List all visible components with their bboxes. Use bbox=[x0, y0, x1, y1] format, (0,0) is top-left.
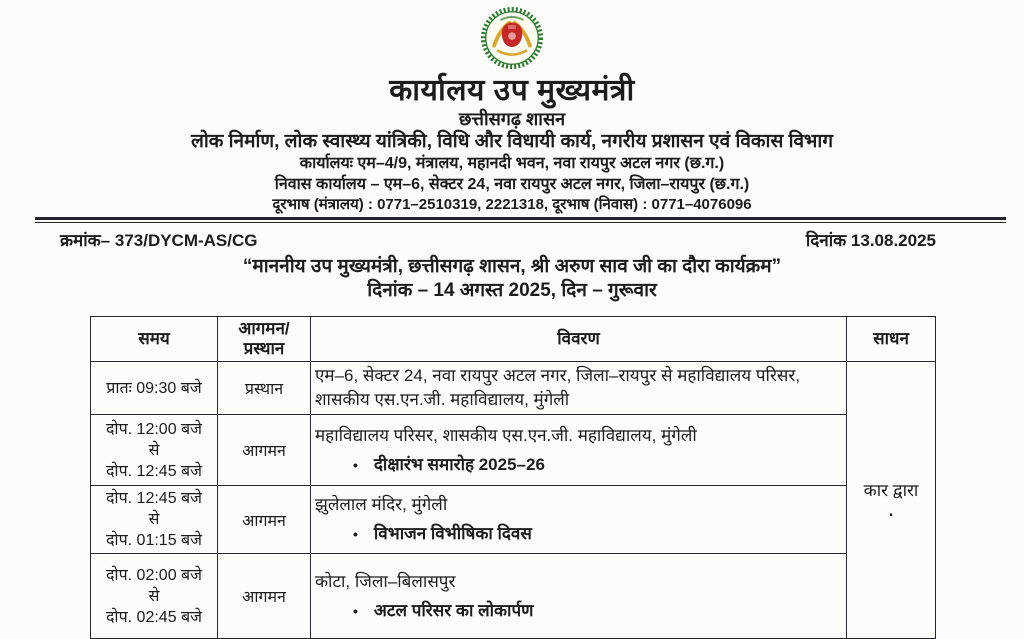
mode-text: कार द्वारा bbox=[863, 481, 919, 500]
table-row bbox=[91, 554, 936, 639]
header-movement-line1: आगमन/ bbox=[238, 319, 290, 338]
time-line: दोप. 12:45 बजे bbox=[105, 462, 203, 480]
details-cell bbox=[311, 362, 847, 415]
details-text: झुलेलाल मंदिर, मुंगेली bbox=[315, 495, 448, 514]
tour-date-line: दिनांक – 14 अगस्त 2025, दिन – गुरूवार bbox=[367, 280, 657, 301]
time-line: से bbox=[148, 441, 160, 459]
time-cell bbox=[91, 362, 218, 415]
time-line: दोप. 02:00 बजे bbox=[105, 566, 203, 584]
event-name: अटल परिसर का लोकार्पण bbox=[373, 600, 534, 620]
bullet-icon: • bbox=[353, 456, 358, 473]
details-cell bbox=[311, 486, 847, 554]
header-details: विवरण bbox=[311, 317, 847, 362]
residence-address: निवास कार्यालय – एम–6, सेक्टर 24, नवा रायपुर अटल नगर, जिला–रायपुर (छ.ग.) bbox=[274, 176, 750, 193]
bullet-icon: • bbox=[353, 526, 358, 542]
office-address: कार्यालयः एम–4/9, मंत्रालय, महानदी भवन, नवा रायपुर अटल नगर (छ.ग.) bbox=[299, 155, 725, 172]
tour-schedule-table bbox=[90, 316, 936, 639]
time-line: दोप. 12:45 बजे bbox=[105, 490, 203, 507]
movement-cell: आगमन bbox=[218, 415, 311, 486]
state-emblem-icon bbox=[479, 6, 545, 70]
bullet-icon: • bbox=[353, 602, 358, 619]
event-bullet-line bbox=[315, 522, 842, 546]
time-cell bbox=[91, 554, 218, 639]
movement-cell: आगमन bbox=[218, 486, 311, 554]
time-line: दोप. 01:15 बजे bbox=[105, 532, 203, 549]
header-mode: साधन bbox=[847, 317, 936, 362]
chhattisgarh-emblem-graphic bbox=[479, 6, 545, 70]
subject-title: “माननीय उप मुख्यमंत्री, छत्तीसगढ़ शासन, श्री अरुण साव जी का दौरा कार्यक्रम” bbox=[242, 256, 782, 277]
event-name: दीक्षारंभ समारोह 2025–26 bbox=[373, 454, 545, 474]
time-line: दोप. 02:45 बजे bbox=[105, 608, 203, 626]
movement-cell: प्रस्थान bbox=[218, 362, 311, 415]
time-line: दोप. 12:00 बजे bbox=[105, 420, 203, 438]
header-time: समय bbox=[91, 317, 218, 362]
mode-dot: . bbox=[888, 501, 894, 520]
details-cell bbox=[311, 554, 847, 639]
details-text: एम–6, सेक्टर 24, नवा रायपुर अटल नगर, जिला–रायपुर से महाविद्यालय परिसर, शासकीय एस.एन.जी. महाविद्यालय, मुंगेली bbox=[315, 366, 801, 409]
details-text: कोटा, जिला–बिलासपुर bbox=[315, 571, 456, 591]
header-movement bbox=[218, 317, 311, 362]
phone-numbers: दूरभाष (मंत्रालय) : 0771–2510319, 2221318, दूरभाष (निवास) : 0771–4076096 bbox=[272, 196, 752, 213]
table-row bbox=[91, 362, 936, 415]
event-name: विभाजन विभीषिका दिवस bbox=[373, 524, 532, 543]
movement-cell: आगमन bbox=[218, 554, 311, 639]
government-name: छत्तीसगढ़ शासन bbox=[458, 109, 566, 129]
time-cell bbox=[91, 486, 218, 554]
header-movement-line2: प्रस्थान bbox=[243, 339, 285, 358]
mode-cell bbox=[847, 362, 936, 639]
office-title: कार्यालय उप मुख्यमंत्री bbox=[389, 74, 635, 107]
time-line: से bbox=[148, 587, 160, 605]
department-line: लोक निर्माण, लोक स्वास्थ्य यांत्रिकी, विधि और विधायी कार्य, नगरीय प्रशासन एवं विकास विभाग bbox=[190, 131, 834, 152]
details-cell bbox=[311, 415, 847, 486]
details-text: महाविद्यालय परिसर, शासकीय एस.एन.जी. महाविद्यालय, मुंगेली bbox=[315, 425, 697, 445]
reference-date: दिनांक 13.08.2025 bbox=[805, 231, 936, 250]
time-line: प्रातः 09:30 बजे bbox=[106, 379, 202, 397]
reference-row bbox=[0, 223, 1024, 252]
event-bullet-line bbox=[315, 453, 842, 477]
letterhead bbox=[0, 0, 1024, 214]
time-cell bbox=[91, 415, 218, 486]
reference-number: क्रमांक– 373/DYCM-AS/CG bbox=[60, 231, 258, 250]
table-row bbox=[91, 486, 936, 554]
table-header-row bbox=[91, 317, 936, 362]
table-row bbox=[91, 415, 936, 486]
event-bullet-line bbox=[315, 599, 842, 623]
time-line: से bbox=[148, 511, 160, 528]
